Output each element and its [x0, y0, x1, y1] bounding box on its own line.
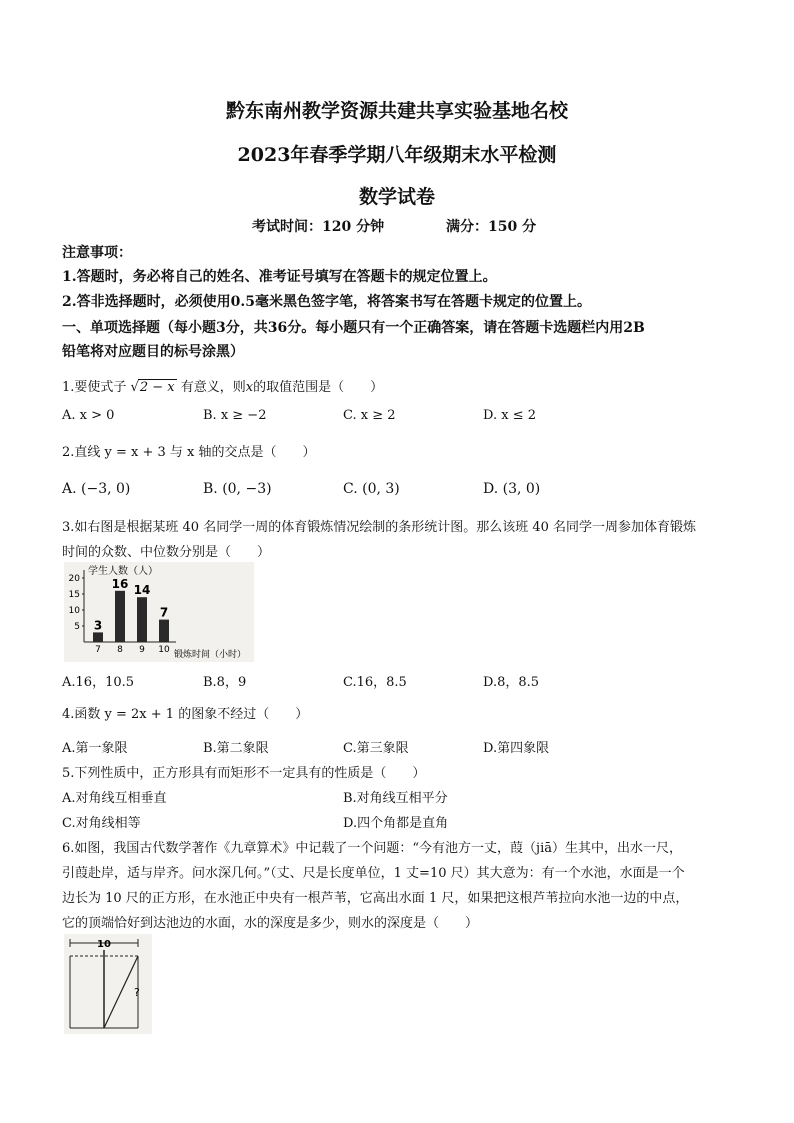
q1-stem-after: 的取值范围是（ ） [253, 380, 384, 395]
notes-heading: 注意事项： [62, 245, 132, 261]
bar-8 [115, 591, 125, 642]
question-1-stem [62, 376, 383, 395]
q3-option-b: B.8，9 [203, 675, 247, 690]
q4-option-d: D.第四象限 [483, 741, 550, 756]
q5-option-b: B.对角线互相平分 [343, 791, 448, 806]
x-tick-label: 7 [95, 645, 101, 655]
q1-option-b: B. x ≥ −2 [203, 408, 267, 423]
x-tick-label: 10 [158, 645, 170, 655]
question-6-line2: 引葭赴岸，适与岸齐。问水深几何。”（丈、尺是长度单位，1 丈=10 尺）其大意为：有一个水池，水面是一个 [62, 866, 685, 881]
question-6-line3: 边长为 10 尺的正方形，在水池正中央有一根芦苇，它高出水面 1 尺，如果把这根芦苇拉向水池一边的中点， [62, 891, 689, 906]
q2-option-c: C. (0, 3) [343, 481, 400, 497]
bar-value-label: 16 [111, 576, 129, 591]
q1-stem-mid: 有意义，则 [180, 380, 246, 395]
question-4-stem: 4.函数 y = 2x + 1 的图象不经过（ ） [62, 707, 309, 722]
x-tick-label: 8 [117, 645, 123, 655]
depth-label: ? [134, 986, 140, 999]
school-title: 黔东南州教学资源共建共享实验基地名校 [225, 100, 568, 122]
pond-reed-figure [64, 934, 152, 1034]
exam-time: 考试时间：120 分钟 [252, 219, 385, 235]
question-3-stem-line2: 时间的众数、中位数分别是（ ） [62, 545, 271, 560]
question-2-stem: 2.直线 y = x + 3 与 x 轴的交点是（ ） [62, 445, 316, 460]
exam-title: 2023年春季学期八年级期末水平检测 [237, 144, 557, 166]
q4-option-b: B.第二象限 [203, 741, 269, 756]
q1-var: x [245, 380, 254, 395]
y-tick-label: 15 [68, 590, 80, 600]
bar-value-label: 3 [93, 618, 103, 633]
q1-option-c: C. x ≥ 2 [343, 408, 396, 423]
q1-radical: √2 − x [130, 380, 175, 395]
section1-heading-line2: 铅笔将对应题目的标号涂黑） [62, 344, 244, 360]
q5-option-a: A.对角线互相垂直 [62, 791, 167, 806]
q3-option-d: D.8，8.5 [483, 675, 540, 690]
x-tick-label: 9 [139, 645, 145, 655]
q1-option-d: D. x ≤ 2 [483, 408, 536, 423]
question-6-line4: 它的顶端恰好到达池边的水面，水的深度是多少，则水的深度是（ ） [62, 916, 479, 931]
q1-stem-before: 1.要使式子 [62, 380, 127, 395]
q5-option-d: D.四个角都是直角 [343, 816, 449, 831]
y-tick-label: 10 [68, 606, 80, 616]
y-axis-label: 学生人数（人） [88, 566, 158, 577]
q2-option-d: D. (3, 0) [483, 481, 541, 497]
question-5-stem: 5.下列性质中，正方形具有而矩形不一定具有的性质是（ ） [62, 766, 426, 781]
question-3-stem-line1: 3.如右图是根据某班 40 名同学一周的体育锻炼情况绘制的条形统计图。那么该班 40 名同学一周参加体育锻炼 [62, 520, 697, 535]
bar-value-label: 7 [159, 605, 169, 620]
y-tick-label: 5 [74, 622, 80, 632]
x-axis-label: 锻炼时间（小时） [174, 650, 247, 660]
q5-option-c: C.对角线相等 [62, 816, 141, 831]
q1-radicand: 2 − x [139, 380, 175, 395]
width-label: 10 [97, 939, 111, 950]
q2-option-b: B. (0, −3) [203, 481, 272, 497]
q3-option-c: C.16，8.5 [343, 675, 407, 690]
bar-value-label: 14 [133, 583, 151, 598]
full-score: 满分：150 分 [446, 219, 537, 235]
q1-option-a: A. x > 0 [62, 408, 115, 423]
notes-item-1: 1.答题时，务必将自己的姓名、准考证号填写在答题卡的规定位置上。 [62, 269, 497, 285]
bar-10 [159, 620, 169, 642]
q4-option-c: C.第三象限 [343, 741, 409, 756]
q4-option-a: A.第一象限 [62, 741, 128, 756]
exercise-bar-chart [64, 562, 254, 662]
bar-9 [137, 597, 147, 642]
q2-option-a: A. (−3, 0) [62, 481, 131, 497]
notes-item-2: 2.答非选择题时，必须使用0.5毫米黑色签字笔，将答案书写在答题卡规定的位置上。 [62, 294, 591, 310]
bar-7 [93, 632, 103, 642]
y-tick-label: 20 [68, 574, 80, 584]
subject-title: 数学试卷 [358, 186, 435, 208]
q3-option-a: A.16，10.5 [62, 675, 135, 690]
question-6-line1: 6.如图，我国古代数学著作《九章算术》中记载了一个问题：“今有池方一丈，葭（jiā）生其中，出水一尺， [62, 841, 682, 856]
section1-heading-line1: 一、单项选择题（每小题3分，共36分。每小题只有一个正确答案，请在答题卡选题栏内用2B [62, 320, 645, 336]
